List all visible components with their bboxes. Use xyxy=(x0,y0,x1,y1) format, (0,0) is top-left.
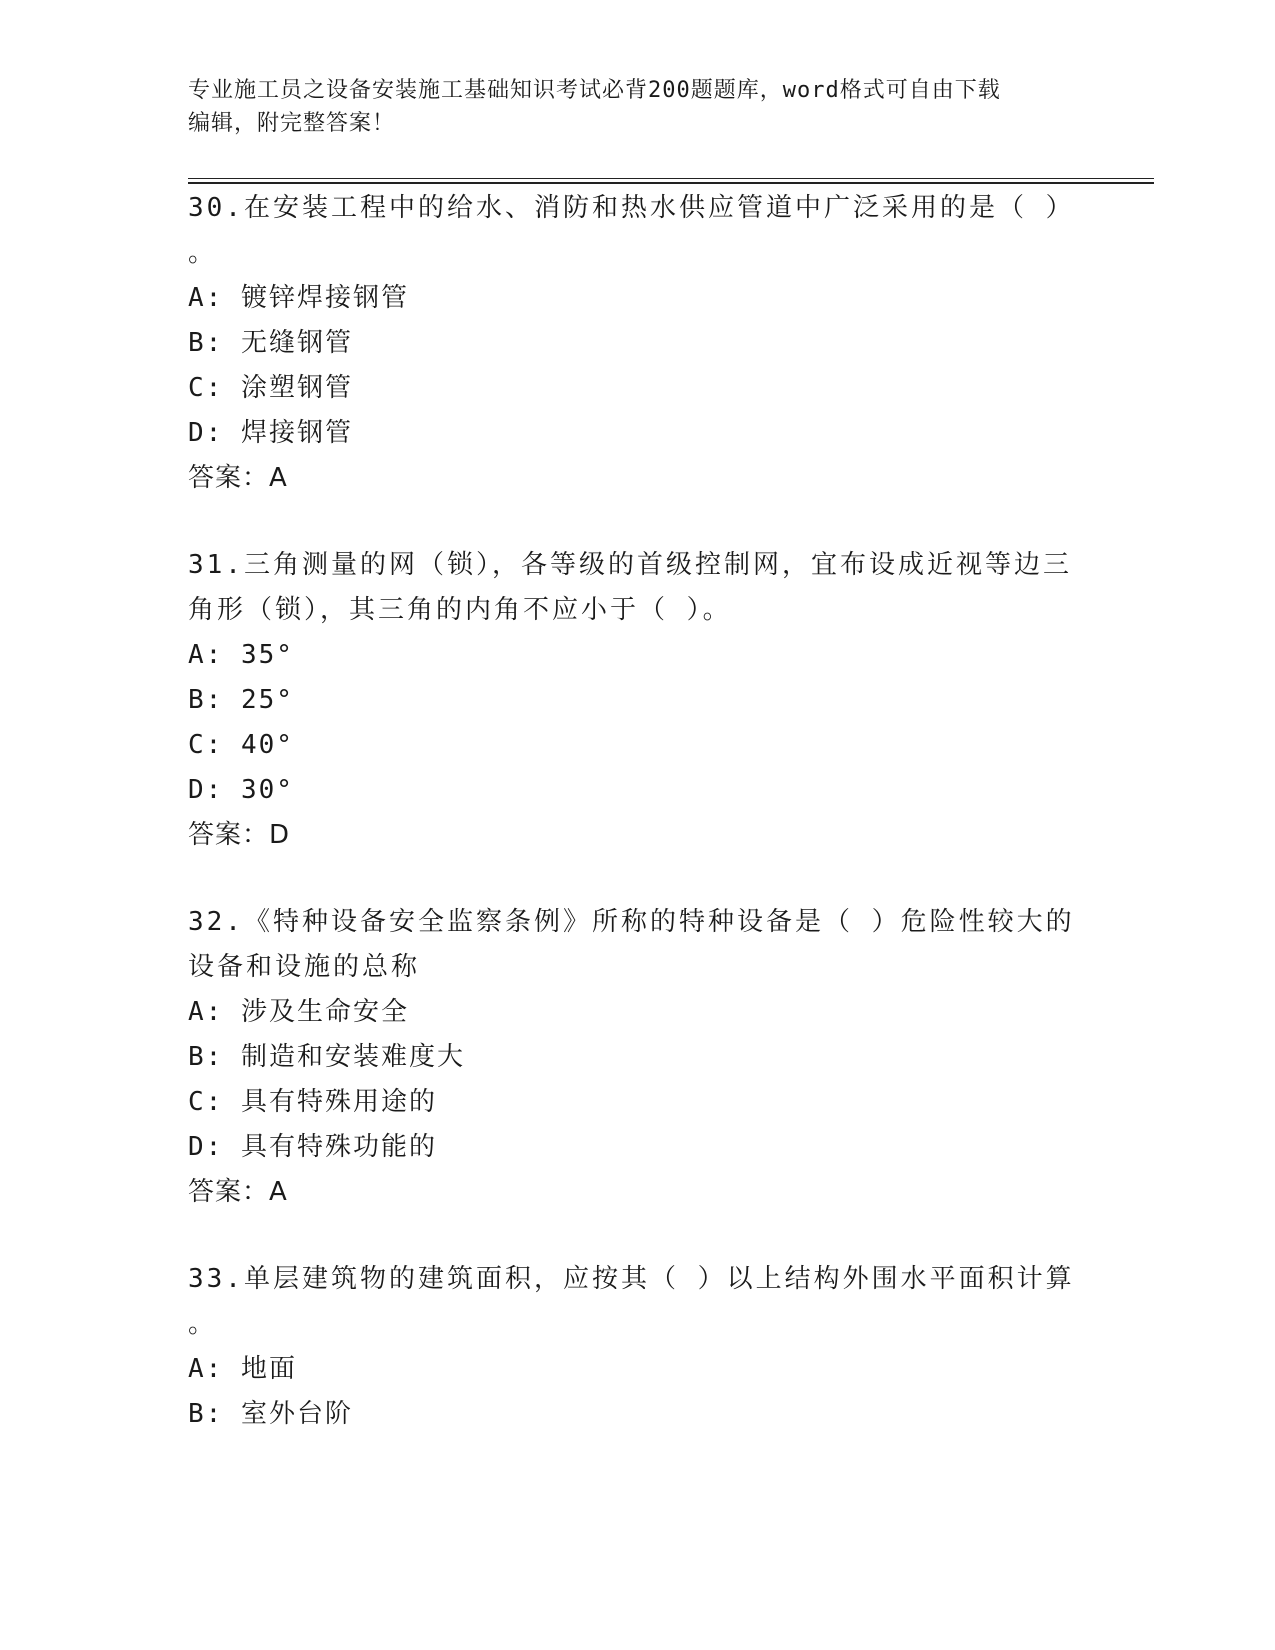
question-32 xyxy=(188,900,1088,1215)
option-b: B: 无缝钢管 xyxy=(188,328,353,358)
question-text-tail: 。 xyxy=(188,238,215,268)
header-line-1: 专业施工员之设备安装施工基础知识考试必背200题题库，word格式可自由下载 xyxy=(188,78,1001,103)
question-text: 31.三角测量的网（锁），各等级的首级控制网，宜布设成近视等边三角形（锁），其三角的内角不应小于（ ）。 xyxy=(188,550,1072,625)
header-divider-thin xyxy=(188,178,1154,179)
question-text: 33.单层建筑物的建筑面积，应按其（ ）以上结构外围水平面积计算 xyxy=(188,1264,1075,1294)
option-b: B: 室外台阶 xyxy=(188,1399,353,1429)
option-a: A: 地面 xyxy=(188,1354,297,1384)
option-b: B: 制造和安装难度大 xyxy=(188,1042,465,1072)
header-line-2: 编辑，附完整答案！ xyxy=(188,111,396,136)
question-list xyxy=(188,186,1088,1479)
answer: 答案：D xyxy=(188,820,291,850)
question-text: 32.《特种设备安全监察条例》所称的特种设备是（ ）危险性较大的设备和设施的总称 xyxy=(188,907,1075,982)
option-c: C: 涂塑钢管 xyxy=(188,373,353,403)
option-a: A: 35° xyxy=(188,640,294,670)
question-31 xyxy=(188,543,1088,858)
option-b: B: 25° xyxy=(188,685,294,715)
option-c: C: 具有特殊用途的 xyxy=(188,1087,437,1117)
answer: 答案：A xyxy=(188,463,288,493)
option-d: D: 焊接钢管 xyxy=(188,418,353,448)
option-c: C: 40° xyxy=(188,730,294,760)
answer: 答案：A xyxy=(188,1177,288,1207)
question-text-tail: 。 xyxy=(188,1309,215,1339)
option-d: D: 30° xyxy=(188,775,294,805)
question-30 xyxy=(188,186,1088,501)
header-divider-thick xyxy=(188,182,1154,184)
question-33 xyxy=(188,1257,1088,1437)
option-a: A: 涉及生命安全 xyxy=(188,997,409,1027)
option-a: A: 镀锌焊接钢管 xyxy=(188,283,409,313)
document-header xyxy=(188,74,1088,140)
question-text: 30.在安装工程中的给水、消防和热水供应管道中广泛采用的是（ ） xyxy=(188,193,1075,223)
option-d: D: 具有特殊功能的 xyxy=(188,1132,437,1162)
